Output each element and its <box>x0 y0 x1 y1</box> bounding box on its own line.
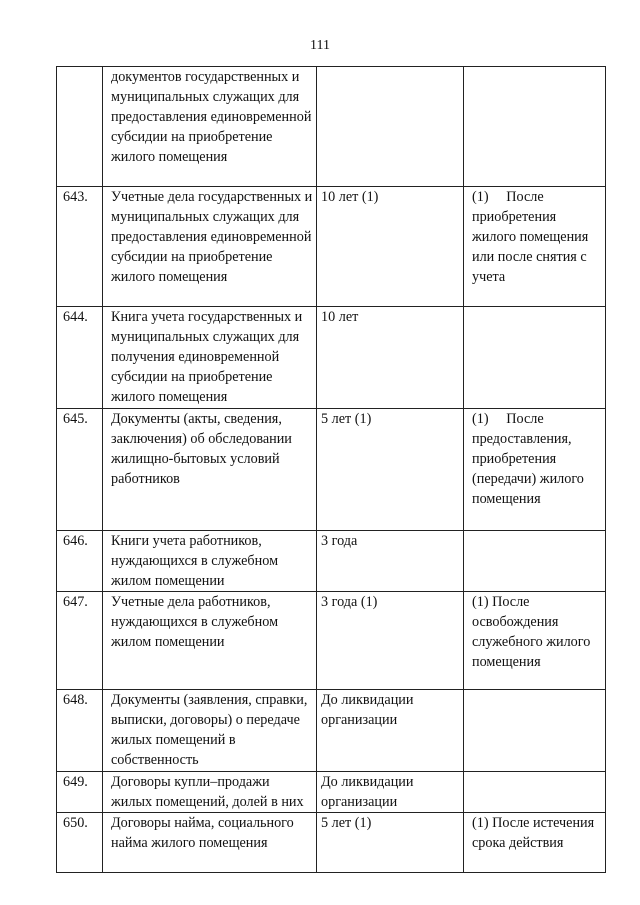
row-note <box>464 307 606 409</box>
row-retention-term: До ликвидации организации <box>317 772 464 813</box>
row-note: (1) После приобретения жилого помещения или после снятия с учета <box>464 187 606 307</box>
row-description: Книга учета государственных и муниципальных служащих для получения единовременной субсидии на приобретение жилого помещения <box>103 307 317 409</box>
row-description: Документы (акты, сведения, заключения) об обследовании жилищно-бытовых условий работников <box>103 409 317 531</box>
row-note <box>464 772 606 813</box>
row-note <box>464 690 606 772</box>
row-retention-term <box>317 67 464 187</box>
row-number: 650. <box>57 813 103 873</box>
row-retention-term: 5 лет (1) <box>317 409 464 531</box>
row-number <box>57 67 103 187</box>
table-row <box>57 409 606 531</box>
row-retention-term: 10 лет <box>317 307 464 409</box>
row-number: 644. <box>57 307 103 409</box>
row-note: (1) После освобождения служебного жилого помещения <box>464 592 606 690</box>
row-number: 643. <box>57 187 103 307</box>
row-retention-term: 3 года (1) <box>317 592 464 690</box>
row-description: Учетные дела государственных и муниципальных служащих для предоставления единовременной субсидии на приобретение жилого помещения <box>103 187 317 307</box>
row-description: Учетные дела работников, нуждающихся в служебном жилом помещении <box>103 592 317 690</box>
row-description: Договоры найма, социального найма жилого помещения <box>103 813 317 873</box>
table-row <box>57 187 606 307</box>
row-note: (1) После предоставления, приобретения (передачи) жилого помещения <box>464 409 606 531</box>
table-row <box>57 690 606 772</box>
row-number: 645. <box>57 409 103 531</box>
row-number: 648. <box>57 690 103 772</box>
table-row <box>57 67 606 187</box>
row-retention-term: 3 года <box>317 531 464 592</box>
row-description: Документы (заявления, справки, выписки, договоры) о передаче жилых помещений в собственность <box>103 690 317 772</box>
table-row <box>57 772 606 813</box>
row-retention-term: До ликвидации организации <box>317 690 464 772</box>
table-row <box>57 531 606 592</box>
records-table <box>56 66 606 873</box>
row-retention-term: 5 лет (1) <box>317 813 464 873</box>
row-note <box>464 531 606 592</box>
row-note <box>464 67 606 187</box>
row-description: Книги учета работников, нуждающихся в служебном жилом помещении <box>103 531 317 592</box>
row-retention-term: 10 лет (1) <box>317 187 464 307</box>
row-description: Договоры купли–продажи жилых помещений, долей в них <box>103 772 317 813</box>
table-row <box>57 307 606 409</box>
row-note: (1) После истечения срока действия <box>464 813 606 873</box>
row-number: 649. <box>57 772 103 813</box>
row-number: 646. <box>57 531 103 592</box>
table-row <box>57 592 606 690</box>
table-row <box>57 813 606 873</box>
row-description: документов государственных и муниципальных служащих для предоставления единовременной субсидии на приобретение жилого помещения <box>103 67 317 187</box>
page-number: 111 <box>310 38 330 53</box>
row-number: 647. <box>57 592 103 690</box>
